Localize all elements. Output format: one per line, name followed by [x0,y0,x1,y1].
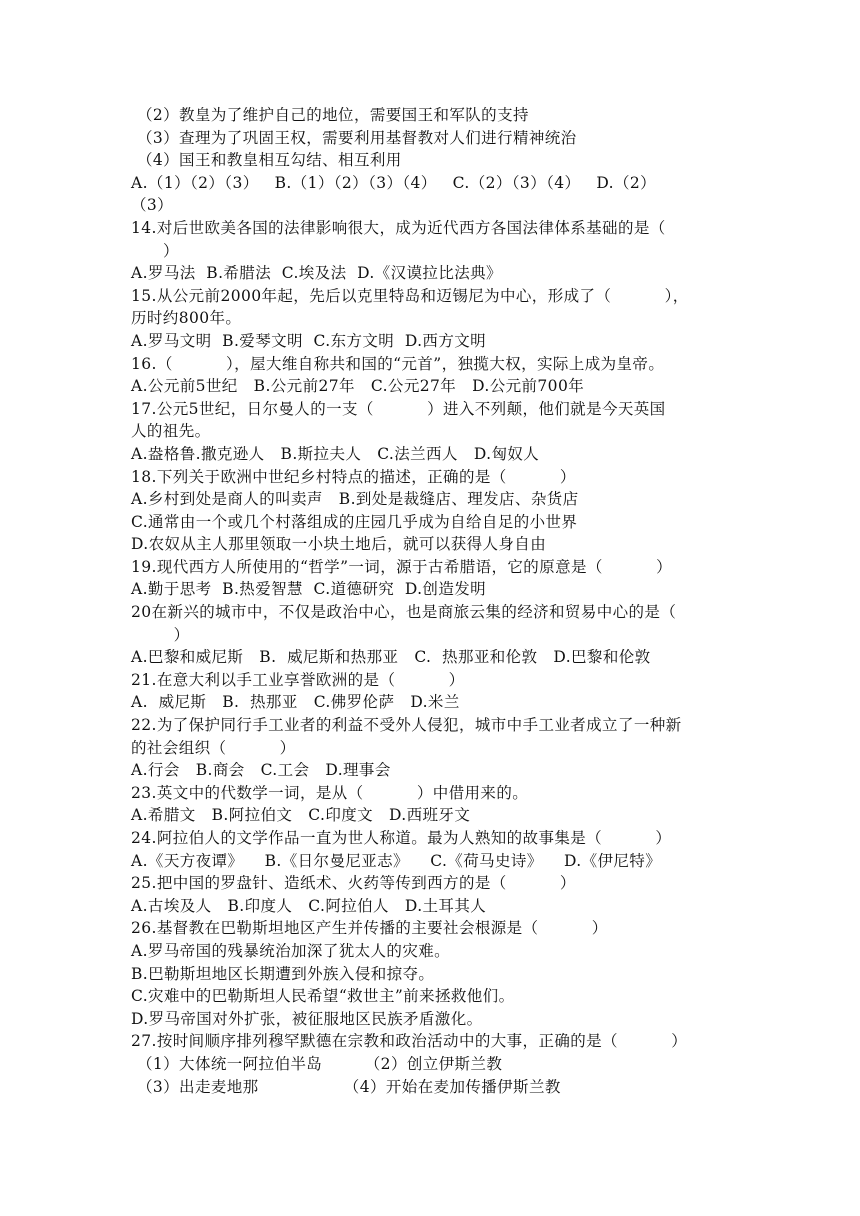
text-line: 17.公元5世纪，日尔曼人的一支（ ）进入不列颠，他们就是今天英国 [131,399,666,418]
text-line: 历时约800年。 [131,309,242,328]
text-line: （1）大体统一阿拉伯半岛 （2）创立伊斯兰教 [137,1054,503,1073]
text-line: 14.对后世欧美各国的法律影响很大，成为近代西方各国法律体系基础的是（ [131,218,666,237]
text-line: 16.（ ），屋大维自称共和国的“元首”，独揽大权，实际上成为皇帝。 [131,354,665,373]
text-line: ） [131,241,179,260]
text-line: A.盎格鲁.撒克逊人 B.斯拉夫人 C.法兰西人 D.匈奴人 [131,444,540,463]
text-line: A.行会 B.商会 C.工会 D.理事会 [131,761,391,780]
text-line: A.《天方夜谭》 B.《日尔曼尼亚志》 C.《荷马史诗》 D.《伊尼特》 [131,851,662,870]
text-line: 22.为了保护同行手工业者的利益不受外人侵犯，城市中手工业者成立了一种新 [131,716,682,735]
text-line: A.（1）（2）（3） B.（1）（2）（3）（4） C.（2）（3）（4） D.（2） [131,173,657,192]
text-line: A.罗马帝国的残暴统治加深了犹太人的灾难。 [131,941,451,960]
text-line: 15.从公元前2000年起，先后以克里特岛和迈锡尼为中心，形成了（ ）， [131,286,689,305]
text-line: A.罗马文明 B.爱琴文明 C.东方文明 D.西方文明 [131,331,487,350]
text-line: ） [131,625,190,644]
text-line: 24.阿拉伯人的文学作品一直为世人称道。最为人熟知的故事集是（ ） [131,829,672,847]
text-line: （2）教皇为了维护自己的地位，需要国王和军队的支持 [137,106,529,124]
text-line: 19.现代西方人所使用的“哲学”一词，源于古希腊语，它的原意是（ ） [131,557,672,576]
text-line: A. 威尼斯 B. 热那亚 C.佛罗伦萨 D.米兰 [131,693,460,712]
text-line: A.古埃及人 B.印度人 C.阿拉伯人 D.土耳其人 [131,896,487,915]
text-line: 25.把中国的罗盘针、造纸术、火药等传到西方的是（ ） [131,874,576,893]
text-line: A.罗马法 B.希腊法 C.埃及法 D.《汉谟拉比法典》 [131,264,502,283]
text-line: 20在新兴的城市中，不仅是政治中心，也是商旅云集的经济和贸易中心的是（ [131,603,677,622]
text-line: D.农奴从主人那里领取一小块土地后，就可以获得人身自由 [131,535,547,554]
text-line: A.公元前5世纪 B.公元前27年 C.公元27年 D.公元前700年 [131,377,585,396]
text-line: 18.下列关于欧洲中世纪乡村特点的描述，正确的是（ ） [131,467,576,486]
text-line: A.乡村到处是商人的叫卖声 B.到处是裁缝店、理发店、杂货店 [131,490,579,509]
text-line: 27.按时间顺序排列穆罕默德在宗教和政治活动中的大事，正确的是（ ） [131,1032,688,1051]
text-line: （3）出走麦地那 （4）开始在麦加传播伊斯兰教 [137,1077,561,1096]
text-line: 人的祖先。 [131,422,211,441]
text-line: A.巴黎和威尼斯 B. 威尼斯和热那亚 C. 热那亚和伦敦 D.巴黎和伦敦 [131,648,651,667]
text-line: C.通常由一个或几个村落组成的庄园几乎成为自给自足的小世界 [131,512,578,531]
text-line: D.罗马帝国对外扩张，被征服地区民族矛盾激化。 [131,1009,483,1028]
text-line: （3） [131,196,174,215]
text-line: 21.在意大利以手工业享誉欧洲的是（ ） [131,670,465,689]
text-line: 23.英文中的代数学一词，是从（ ）中借用来的。 [131,783,529,802]
text-line: A.希腊文 B.阿拉伯文 C.印度文 D.西班牙文 [131,806,471,825]
text-line: B.巴勒斯坦地区长期遭到外族入侵和掠夺。 [131,964,435,983]
text-line: 的社会组织（ ） [131,738,296,757]
text-line: （4）国王和教皇相互勾结、相互利用 [137,151,402,170]
text-line: 26.基督教在巴勒斯坦地区产生并传播的主要社会根源是（ ） [131,919,608,938]
text-line: C.灾难中的巴勒斯坦人民希望“救世主”前来拯救他们。 [131,987,515,1006]
question-text-block [131,104,743,1098]
text-line: A.勤于思考 B.热爱智慧 C.道德研究 D.创造发明 [131,580,487,599]
text-line: （3）查理为了巩固王权，需要利用基督教对人们进行精神统治 [137,128,577,147]
